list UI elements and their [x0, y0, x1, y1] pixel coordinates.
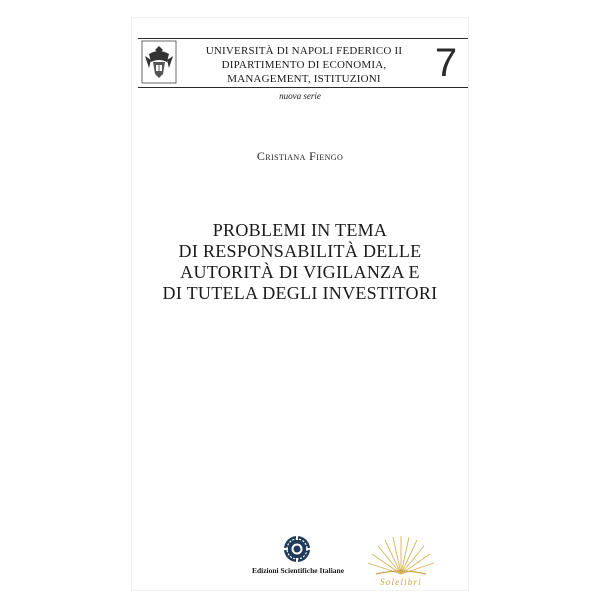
- department-line: DIPARTIMENTO DI ECONOMIA,: [221, 59, 387, 71]
- department-line: MANAGEMENT, ISTITUZIONI: [227, 73, 381, 85]
- imprint-name: Solelibri: [380, 577, 422, 587]
- university-line: UNIVERSITÀ DI NAPOLI FEDERICO II: [205, 45, 403, 57]
- publisher-name: Edizioni Scientifiche Italiane: [251, 566, 345, 575]
- author-name: Cristiana Fiengo: [256, 149, 344, 163]
- title-line: DI RESPONSABILITÀ DELLE: [178, 241, 422, 261]
- book-cover: [132, 18, 468, 590]
- book-title: [140, 220, 460, 304]
- series-number: 7: [434, 41, 458, 85]
- series-label: nuova serie: [279, 91, 321, 101]
- title-line: AUTORITÀ DI VIGILANZA E: [180, 262, 420, 282]
- title-line: PROBLEMI IN TEMA: [212, 220, 388, 240]
- header-top-rule: [138, 38, 468, 39]
- publisher-emblem-icon: [282, 534, 312, 564]
- header-bottom-rule: [138, 87, 468, 88]
- title-line: DI TUTELA DEGLI INVESTITORI: [162, 283, 438, 303]
- university-header: [196, 44, 412, 86]
- university-crest-icon: [141, 40, 177, 84]
